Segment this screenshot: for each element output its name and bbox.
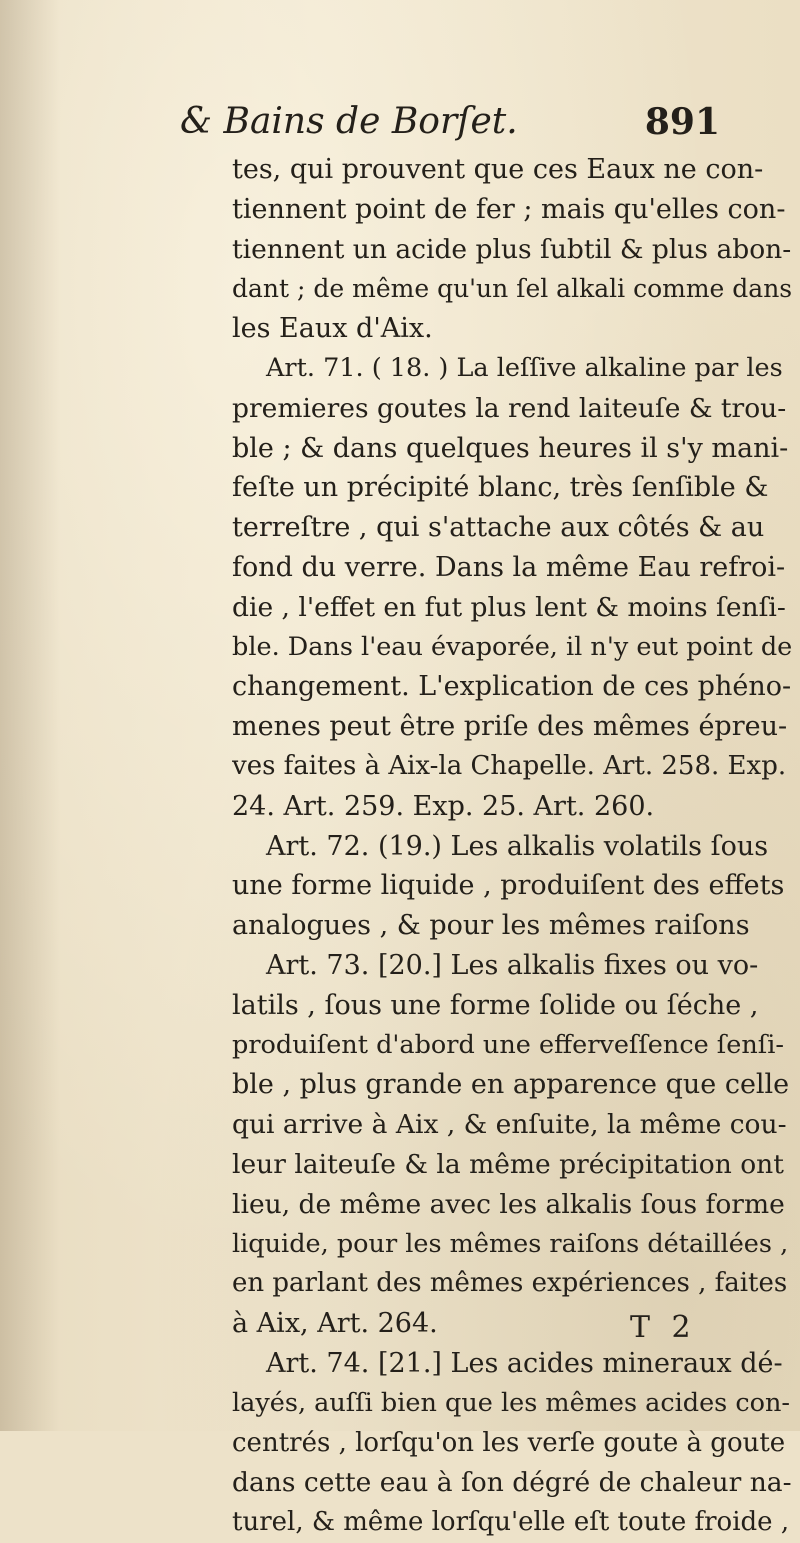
page-number: 891	[644, 101, 720, 143]
text-line: centrés , lorſqu'on les verſe goute à goute	[232, 1427, 786, 1458]
text-line: dans cette eau à ſon dégré de chaleur na-	[232, 1467, 792, 1499]
text-line: ves faites à Aix-la Chapelle. Art. 258. Exp.	[232, 750, 787, 781]
text-line: Art. 73. [20.] Les alkalis fixes ou vo-	[266, 949, 759, 981]
text-line: qui arrive à Aix , & enſuite, la même cou-	[232, 1109, 787, 1141]
text-line: terreſtre , qui s'attache aux côtés & au	[232, 512, 765, 544]
text-line: en parlant des mêmes expériences , faites	[232, 1268, 788, 1299]
text-line: lieu, de même avec les alkalis ſous forme	[232, 1188, 785, 1220]
text-line: menes peut être priſe des mêmes épreu-	[232, 711, 788, 743]
text-line: premieres goutes la rend laiteuſe & trou-	[232, 392, 787, 424]
text-line: une forme liquide , produiſent des effets	[232, 870, 785, 902]
text-line: dant ; de même qu'un ſel alkali comme dans	[232, 274, 792, 304]
text-line: fond du verre. Dans la même Eau refroi-	[232, 551, 786, 583]
signature-mark: T 2	[630, 1310, 697, 1345]
running-title: & Bains de Borſet.	[180, 101, 518, 142]
text-line: turel, & même lorſqu'elle eſt toute froide ,	[232, 1507, 790, 1538]
body-text	[232, 150, 792, 1543]
text-line: layés, auſſi bien que les mêmes acides con-	[232, 1387, 791, 1418]
text-line: tes, qui prouvent que ces Eaux ne con-	[232, 154, 764, 185]
text-line: ble ; & dans quelques heures il s'y mani-	[232, 432, 789, 464]
text-line: ble. Dans l'eau évaporée, il n'y eut point de	[232, 631, 792, 662]
text-line: leur laiteuſe & la même précipitation ont	[232, 1148, 784, 1180]
text-line: die , l'effet en fut plus lent & moins ſenſi-	[232, 591, 786, 623]
text-line: liquide, pour les mêmes raiſons détaillées ,	[232, 1228, 789, 1259]
text-line: Art. 71. ( 18. ) La leſſive alkaline par les	[266, 352, 783, 383]
text-line: les Eaux d'Aix.	[232, 313, 433, 345]
text-line: 24. Art. 259. Exp. 25. Art. 260.	[232, 790, 655, 822]
text-line: changement. L'explication de ces phéno-	[232, 671, 792, 703]
text-line: feſte un précipité blanc, très ſenſible &	[232, 472, 769, 504]
text-line: Art. 74. [21.] Les acides mineraux dé-	[266, 1347, 783, 1379]
text-line: à Aix, Art. 264.	[232, 1308, 438, 1340]
text-line: latils , ſous une forme ſolide ou ſéche ,	[232, 989, 759, 1021]
running-head	[180, 100, 740, 144]
text-line: tiennent point de fer ; mais qu'elles con-	[232, 193, 786, 225]
page-gutter-shadow	[0, 0, 60, 1431]
text-line: Art. 72. (19.) Les alkalis volatils ſous	[266, 830, 769, 862]
text-line: tiennent un acide plus ſubtil & plus abon-	[232, 233, 792, 265]
text-line: analogues , & pour les mêmes raiſons	[232, 910, 750, 942]
text-line: ble , plus grande en apparence que celle	[232, 1069, 790, 1101]
text-line: produiſent d'abord une efferveſſence ſenſi-	[232, 1029, 784, 1060]
